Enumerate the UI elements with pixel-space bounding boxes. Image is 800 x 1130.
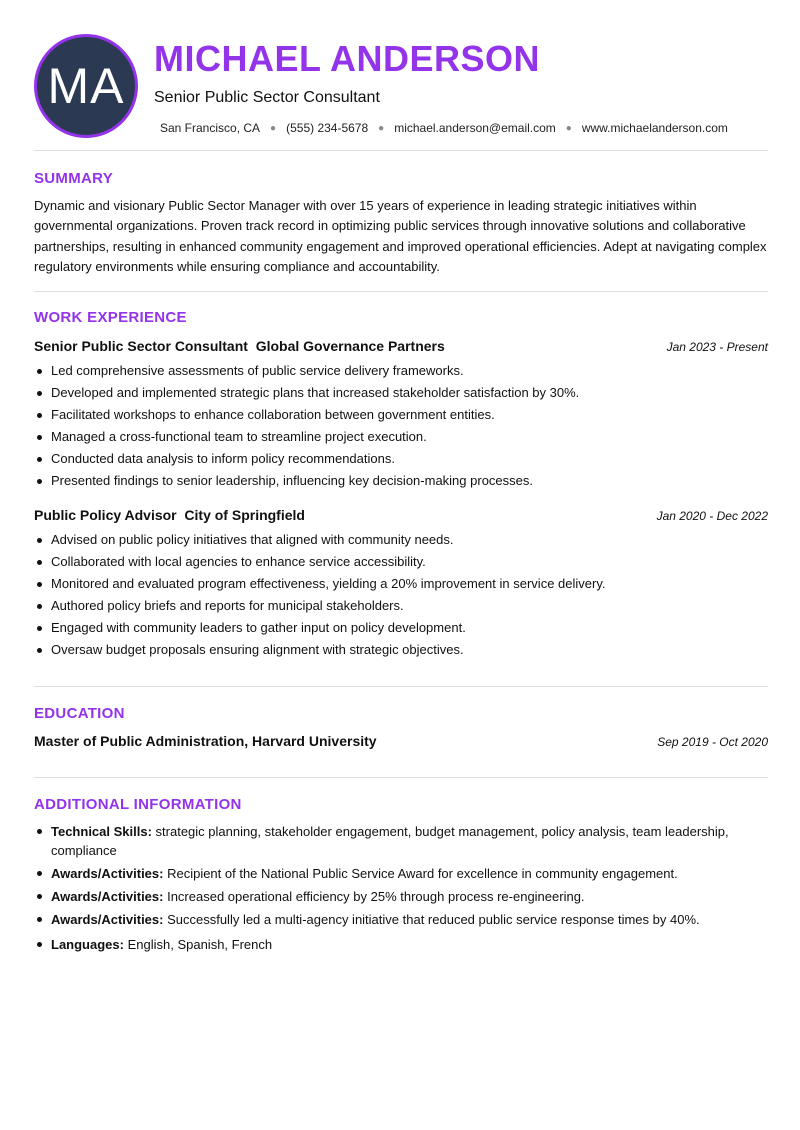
info-label: Awards/Activities: bbox=[51, 889, 164, 904]
list-item bbox=[34, 864, 768, 883]
divider bbox=[34, 150, 768, 151]
job-title: Public Policy Advisor City of Springfield bbox=[34, 507, 305, 523]
list-item bbox=[34, 822, 768, 860]
separator-dot-icon: ● bbox=[378, 122, 385, 134]
list-item: Facilitated workshops to enhance collaboration between government entities. bbox=[34, 404, 768, 426]
candidate-name: MICHAEL ANDERSON bbox=[154, 38, 541, 79]
list-item: Developed and implemented strategic plans that increased stakeholder satisfaction by 30%. bbox=[34, 382, 768, 404]
list-item: Advised on public policy initiatives that aligned with community needs. bbox=[34, 529, 768, 551]
candidate-title: Senior Public Sector Consultant bbox=[154, 89, 380, 106]
list-item bbox=[34, 887, 768, 906]
divider bbox=[34, 291, 768, 292]
education-degree: Master of Public Administration, Harvard University bbox=[34, 733, 377, 749]
job-title: Senior Public Sector Consultant Global Governance Partners bbox=[34, 338, 445, 354]
info-text: strategic planning, stakeholder engagement, budget management, policy analysis, team leadership, compliance bbox=[51, 824, 729, 858]
contact-website[interactable]: www.michaelanderson.com bbox=[581, 121, 728, 135]
info-label: Technical Skills: bbox=[51, 824, 152, 839]
summary-heading: SUMMARY bbox=[34, 170, 114, 187]
info-text: Increased operational efficiency by 25% through process re-engineering. bbox=[163, 889, 585, 904]
list-item: Engaged with community leaders to gather input on policy development. bbox=[34, 617, 768, 639]
info-label: Awards/Activities: bbox=[51, 912, 164, 927]
job-date: Jan 2020 - Dec 2022 bbox=[656, 509, 768, 523]
contact-phone: (555) 234-5678 bbox=[286, 121, 369, 135]
job-bullet-list bbox=[34, 360, 768, 492]
work-experience-heading: WORK EXPERIENCE bbox=[34, 309, 187, 326]
summary-text: Dynamic and visionary Public Sector Manager with over 15 years of experience in leading strategic initiatives within governmental organizations. Proven track record in optimizing public services through innovative solutions and collaborative partnerships, resulting in enhanced community engagement and improved operational efficiencies. Adept at navigating complex regulatory environments while ensuring compliance and accountability. bbox=[34, 198, 767, 274]
list-item: Led comprehensive assessments of public service delivery frameworks. bbox=[34, 360, 768, 382]
list-item bbox=[34, 910, 768, 929]
avatar bbox=[34, 34, 138, 138]
divider bbox=[34, 686, 768, 687]
separator-dot-icon: ● bbox=[565, 122, 572, 134]
job-date: Jan 2023 - Present bbox=[666, 340, 768, 354]
divider bbox=[34, 777, 768, 778]
list-item: Oversaw budget proposals ensuring alignment with strategic objectives. bbox=[34, 639, 768, 661]
list-item: Presented findings to senior leadership, influencing key decision-making processes. bbox=[34, 470, 768, 492]
job-header bbox=[34, 338, 768, 356]
info-text: Recipient of the National Public Service Award for excellence in community engagement. bbox=[163, 866, 678, 881]
contact-email[interactable]: michael.anderson@email.com bbox=[394, 121, 556, 135]
additional-info-list bbox=[34, 822, 768, 958]
contact-bar bbox=[160, 121, 728, 135]
education-heading: EDUCATION bbox=[34, 705, 125, 722]
education-entry bbox=[34, 733, 768, 751]
separator-dot-icon: ● bbox=[270, 122, 277, 134]
list-item: Authored policy briefs and reports for municipal stakeholders. bbox=[34, 595, 768, 617]
info-label: Languages: bbox=[51, 937, 124, 952]
info-text: English, Spanish, French bbox=[123, 937, 273, 952]
list-item: Collaborated with local agencies to enhance service accessibility. bbox=[34, 551, 768, 573]
education-date: Sep 2019 - Oct 2020 bbox=[657, 735, 768, 749]
avatar-initials: MA bbox=[47, 58, 125, 114]
resume-header bbox=[34, 34, 768, 138]
list-item bbox=[34, 935, 768, 954]
list-item: Conducted data analysis to inform policy recommendations. bbox=[34, 448, 768, 470]
additional-info-heading: ADDITIONAL INFORMATION bbox=[34, 796, 242, 813]
list-item: Managed a cross-functional team to streamline project execution. bbox=[34, 426, 768, 448]
job-bullet-list bbox=[34, 529, 768, 661]
list-item: Monitored and evaluated program effectiveness, yielding a 20% improvement in service delivery. bbox=[34, 573, 768, 595]
info-text: Successfully led a multi-agency initiative that reduced public service response times by 40%. bbox=[163, 912, 700, 927]
job-header bbox=[34, 507, 768, 525]
contact-location: San Francisco, CA bbox=[160, 121, 261, 135]
info-label: Awards/Activities: bbox=[51, 866, 164, 881]
